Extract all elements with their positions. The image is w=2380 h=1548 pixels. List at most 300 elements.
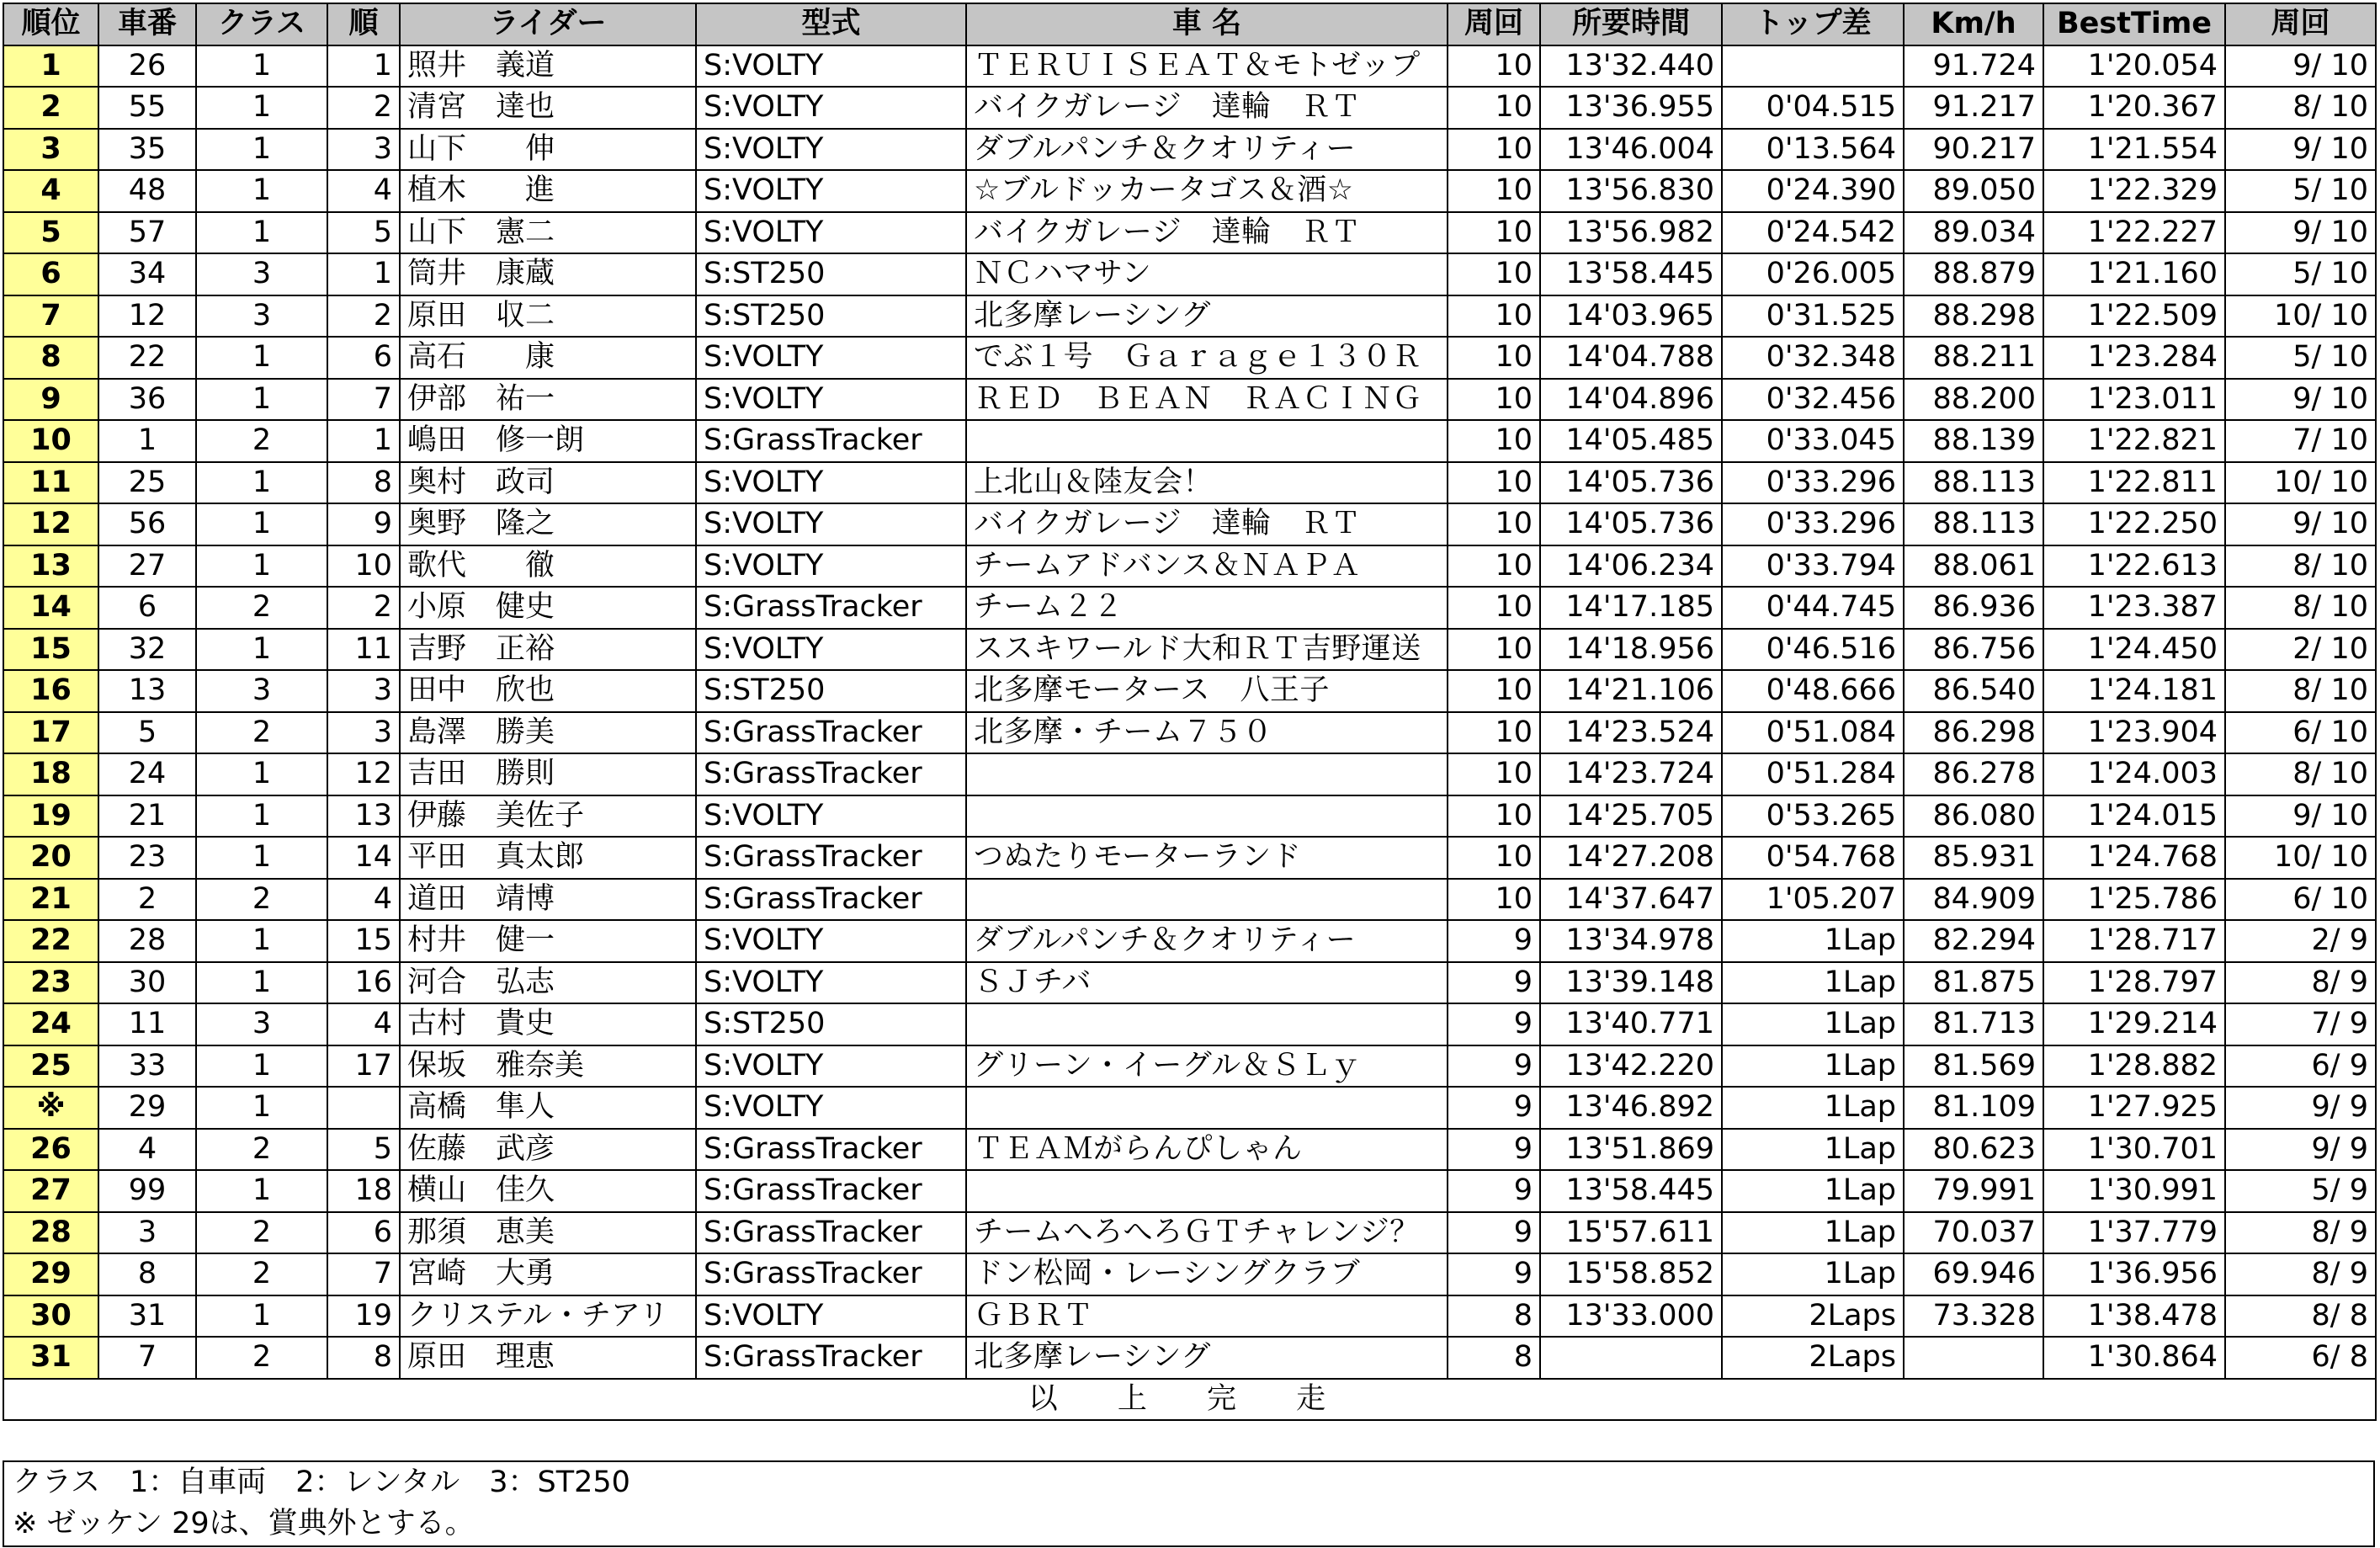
- table-row: [3, 545, 2376, 588]
- cell-total-time: 13'33.000: [1540, 1295, 1722, 1338]
- cell-total-time: 13'39.148: [1540, 962, 1722, 1004]
- cell-total-time: 14'04.788: [1540, 337, 1722, 379]
- cell-speed: 85.931: [1904, 837, 2043, 879]
- cell-laps: 10: [1448, 879, 1540, 921]
- cell-gap: 2Laps: [1722, 1295, 1904, 1338]
- cell-best-lap: 9/ 10: [2225, 503, 2376, 545]
- cell-rider: 横山 佳久: [400, 1170, 696, 1212]
- cell-laps: 10: [1448, 545, 1540, 588]
- cell-class: 2: [196, 420, 327, 462]
- cell-best-lap: 9/ 10: [2225, 379, 2376, 421]
- cell-position: 3: [3, 129, 98, 171]
- results-table: [3, 3, 2377, 1421]
- cell-best-time: 1'24.015: [2043, 795, 2225, 838]
- cell-position: 26: [3, 1129, 98, 1171]
- cell-team-name: 上北山＆陸友会！: [966, 462, 1448, 504]
- cell-laps: 10: [1448, 587, 1540, 629]
- cell-position: 14: [3, 587, 98, 629]
- cell-car-number: 48: [98, 170, 196, 212]
- footnote-box: [3, 1460, 2375, 1547]
- cell-rider: 原田 収二: [400, 295, 696, 338]
- cell-best-lap: 6/ 9: [2225, 1045, 2376, 1088]
- cell-position: 30: [3, 1295, 98, 1338]
- cell-rider: 植木 進: [400, 170, 696, 212]
- table-row: [3, 670, 2376, 712]
- cell-class: 3: [196, 253, 327, 295]
- cell-speed: 90.217: [1904, 129, 2043, 171]
- cell-speed: 88.113: [1904, 503, 2043, 545]
- cell-class: 3: [196, 1003, 327, 1045]
- cell-class-rank: 3: [327, 129, 400, 171]
- cell-model: S:VOLTY: [696, 962, 966, 1004]
- cell-best-lap: 5/ 10: [2225, 253, 2376, 295]
- table-row: [3, 45, 2376, 88]
- cell-best-time: 1'23.904: [2043, 712, 2225, 754]
- cell-car-number: 21: [98, 795, 196, 838]
- cell-class-rank: 2: [327, 87, 400, 129]
- cell-best-time: 1'30.864: [2043, 1337, 2225, 1379]
- cell-gap: 0'32.348: [1722, 337, 1904, 379]
- cell-total-time: 14'27.208: [1540, 837, 1722, 879]
- cell-best-time: 1'28.717: [2043, 920, 2225, 962]
- table-row: [3, 420, 2376, 462]
- cell-car-number: 56: [98, 503, 196, 545]
- cell-rider: 高橋 隼人: [400, 1087, 696, 1129]
- cell-speed: 88.211: [1904, 337, 2043, 379]
- header-model: 型式: [696, 3, 966, 45]
- cell-laps: 10: [1448, 379, 1540, 421]
- cell-speed: 81.109: [1904, 1087, 2043, 1129]
- cell-car-number: 12: [98, 295, 196, 338]
- cell-total-time: 13'34.978: [1540, 920, 1722, 962]
- cell-best-time: 1'37.779: [2043, 1212, 2225, 1254]
- cell-model: S:GrassTracker: [696, 837, 966, 879]
- cell-best-lap: 8/ 10: [2225, 753, 2376, 795]
- cell-laps: 9: [1448, 1212, 1540, 1254]
- cell-rider: 河合 弘志: [400, 962, 696, 1004]
- cell-total-time: 14'23.524: [1540, 712, 1722, 754]
- cell-total-time: 14'04.896: [1540, 379, 1722, 421]
- cell-total-time: 13'46.004: [1540, 129, 1722, 171]
- cell-car-number: 35: [98, 129, 196, 171]
- table-row: [3, 462, 2376, 504]
- cell-position: 7: [3, 295, 98, 338]
- cell-car-number: 3: [98, 1212, 196, 1254]
- table-row: [3, 962, 2376, 1004]
- cell-gap: 0'53.265: [1722, 795, 1904, 838]
- header-row: [3, 3, 2376, 45]
- cell-total-time: 13'46.892: [1540, 1087, 1722, 1129]
- cell-speed: [1904, 1337, 2043, 1379]
- cell-best-time: 1'24.450: [2043, 629, 2225, 671]
- cell-model: S:ST250: [696, 295, 966, 338]
- cell-speed: 81.875: [1904, 962, 2043, 1004]
- cell-gap: 0'24.542: [1722, 212, 1904, 254]
- cell-best-lap: 9/ 9: [2225, 1129, 2376, 1171]
- cell-gap: 0'33.045: [1722, 420, 1904, 462]
- cell-best-time: 1'28.797: [2043, 962, 2225, 1004]
- cell-speed: 88.298: [1904, 295, 2043, 338]
- cell-speed: 91.217: [1904, 87, 2043, 129]
- cell-total-time: 15'57.611: [1540, 1212, 1722, 1254]
- cell-total-time: 14'21.106: [1540, 670, 1722, 712]
- cell-class-rank: 16: [327, 962, 400, 1004]
- cell-class-rank: 8: [327, 1337, 400, 1379]
- cell-rider: 歌代 徹: [400, 545, 696, 588]
- cell-gap: 0'48.666: [1722, 670, 1904, 712]
- cell-gap: 0'33.794: [1722, 545, 1904, 588]
- cell-gap: 1Lap: [1722, 962, 1904, 1004]
- cell-model: S:GrassTracker: [696, 753, 966, 795]
- cell-laps: 9: [1448, 1253, 1540, 1295]
- cell-best-time: 1'23.387: [2043, 587, 2225, 629]
- cell-laps: 10: [1448, 45, 1540, 88]
- cell-speed: 86.540: [1904, 670, 2043, 712]
- cell-laps: 9: [1448, 962, 1540, 1004]
- header-laps: 周回: [1448, 3, 1540, 45]
- cell-team-name: ＴＥＲＵＩＳＥＡＴ＆モトゼップ: [966, 45, 1448, 88]
- cell-model: S:VOLTY: [696, 212, 966, 254]
- header-rider: ライダー: [400, 3, 696, 45]
- cell-position: 8: [3, 337, 98, 379]
- table-row: [3, 753, 2376, 795]
- cell-rider: クリステル・チアリ: [400, 1295, 696, 1338]
- cell-class: 1: [196, 379, 327, 421]
- cell-best-lap: 5/ 10: [2225, 170, 2376, 212]
- cell-team-name: ☆ブルドッカータゴス＆酒☆: [966, 170, 1448, 212]
- cell-class-rank: 6: [327, 337, 400, 379]
- cell-class: 1: [196, 212, 327, 254]
- cell-speed: 69.946: [1904, 1253, 2043, 1295]
- cell-class-rank: [327, 1087, 400, 1129]
- cell-car-number: 34: [98, 253, 196, 295]
- cell-team-name: [966, 879, 1448, 921]
- cell-model: S:VOLTY: [696, 503, 966, 545]
- cell-best-lap: 8/ 10: [2225, 545, 2376, 588]
- cell-position: 12: [3, 503, 98, 545]
- cell-position: 6: [3, 253, 98, 295]
- cell-model: S:VOLTY: [696, 337, 966, 379]
- cell-position: 1: [3, 45, 98, 88]
- cell-best-time: 1'23.011: [2043, 379, 2225, 421]
- header-team-name: 車 名: [966, 3, 1448, 45]
- cell-rider: 吉田 勝則: [400, 753, 696, 795]
- cell-gap: [1722, 45, 1904, 88]
- cell-class-rank: 5: [327, 1129, 400, 1171]
- cell-laps: 10: [1448, 670, 1540, 712]
- cell-total-time: 13'56.830: [1540, 170, 1722, 212]
- table-row: [3, 129, 2376, 171]
- cell-gap: 0'51.084: [1722, 712, 1904, 754]
- cell-class-rank: 2: [327, 295, 400, 338]
- cell-class-rank: 10: [327, 545, 400, 588]
- cell-rider: 田中 欣也: [400, 670, 696, 712]
- header-gap: トップ差: [1722, 3, 1904, 45]
- cell-best-lap: 10/ 10: [2225, 837, 2376, 879]
- cell-car-number: 32: [98, 629, 196, 671]
- cell-class: 2: [196, 1253, 327, 1295]
- cell-position: 23: [3, 962, 98, 1004]
- cell-class: 1: [196, 629, 327, 671]
- cell-rider: 山下 憲二: [400, 212, 696, 254]
- cell-laps: 9: [1448, 1003, 1540, 1045]
- cell-total-time: 13'56.982: [1540, 212, 1722, 254]
- table-row: [3, 1295, 2376, 1338]
- cell-speed: 89.050: [1904, 170, 2043, 212]
- cell-team-name: バイクガレージ 達輪 ＲＴ: [966, 503, 1448, 545]
- cell-class: 1: [196, 962, 327, 1004]
- cell-class-rank: 11: [327, 629, 400, 671]
- cell-gap: 0'54.768: [1722, 837, 1904, 879]
- cell-speed: 86.756: [1904, 629, 2043, 671]
- cell-team-name: ＳＪチバ: [966, 962, 1448, 1004]
- cell-class: 1: [196, 503, 327, 545]
- cell-class-rank: 15: [327, 920, 400, 962]
- cell-laps: 8: [1448, 1295, 1540, 1338]
- cell-position: 4: [3, 170, 98, 212]
- cell-best-time: 1'30.991: [2043, 1170, 2225, 1212]
- header-position: 順位: [3, 3, 98, 45]
- cell-class: 1: [196, 45, 327, 88]
- cell-car-number: 8: [98, 1253, 196, 1295]
- cell-model: S:VOLTY: [696, 129, 966, 171]
- cell-class-rank: 8: [327, 462, 400, 504]
- table-row: [3, 212, 2376, 254]
- cell-laps: 8: [1448, 1337, 1540, 1379]
- cell-speed: 89.034: [1904, 212, 2043, 254]
- cell-position: 31: [3, 1337, 98, 1379]
- cell-class: 2: [196, 712, 327, 754]
- cell-model: S:GrassTracker: [696, 1253, 966, 1295]
- cell-best-time: 1'24.181: [2043, 670, 2225, 712]
- header-best-time: BestTime: [2043, 3, 2225, 45]
- table-row: [3, 879, 2376, 921]
- cell-laps: 10: [1448, 837, 1540, 879]
- cell-speed: 88.061: [1904, 545, 2043, 588]
- cell-laps: 9: [1448, 1087, 1540, 1129]
- cell-total-time: 13'40.771: [1540, 1003, 1722, 1045]
- cell-gap: 0'13.564: [1722, 129, 1904, 171]
- cell-best-lap: 9/ 10: [2225, 212, 2376, 254]
- cell-car-number: 1: [98, 420, 196, 462]
- exclusion-note: ※ ゼッケン 29は、賞典外とする。: [13, 1507, 475, 1540]
- cell-total-time: 15'58.852: [1540, 1253, 1722, 1295]
- cell-speed: 88.200: [1904, 379, 2043, 421]
- cell-best-lap: 6/ 10: [2225, 712, 2376, 754]
- cell-best-lap: 7/ 9: [2225, 1003, 2376, 1045]
- cell-class-rank: 4: [327, 1003, 400, 1045]
- cell-position: 15: [3, 629, 98, 671]
- cell-best-time: 1'22.227: [2043, 212, 2225, 254]
- cell-speed: 81.713: [1904, 1003, 2043, 1045]
- cell-class: 1: [196, 462, 327, 504]
- cell-car-number: 24: [98, 753, 196, 795]
- cell-rider: 奥村 政司: [400, 462, 696, 504]
- cell-best-lap: 8/ 8: [2225, 1295, 2376, 1338]
- table-row: [3, 1087, 2376, 1129]
- cell-speed: 86.080: [1904, 795, 2043, 838]
- cell-laps: 10: [1448, 503, 1540, 545]
- table-row: [3, 712, 2376, 754]
- cell-best-time: 1'27.925: [2043, 1087, 2225, 1129]
- cell-total-time: 14'05.736: [1540, 503, 1722, 545]
- cell-class-rank: 1: [327, 253, 400, 295]
- cell-model: S:VOLTY: [696, 1045, 966, 1088]
- cell-class-rank: 1: [327, 45, 400, 88]
- cell-gap: 1Lap: [1722, 920, 1904, 962]
- cell-rider: 小原 健史: [400, 587, 696, 629]
- cell-rider: 奥野 隆之: [400, 503, 696, 545]
- cell-gap: 0'51.284: [1722, 753, 1904, 795]
- cell-best-time: 1'28.882: [2043, 1045, 2225, 1088]
- cell-class-rank: 4: [327, 879, 400, 921]
- cell-class-rank: 14: [327, 837, 400, 879]
- cell-laps: 9: [1448, 1170, 1540, 1212]
- cell-car-number: 22: [98, 337, 196, 379]
- cell-team-name: [966, 1087, 1448, 1129]
- cell-team-name: バイクガレージ 達輪 ＲＴ: [966, 212, 1448, 254]
- cell-team-name: グリーン・イーグル＆ＳＬｙ: [966, 1045, 1448, 1088]
- cell-position: 20: [3, 837, 98, 879]
- cell-laps: 9: [1448, 1129, 1540, 1171]
- cell-laps: 10: [1448, 712, 1540, 754]
- cell-model: S:VOLTY: [696, 87, 966, 129]
- cell-gap: 1Lap: [1722, 1253, 1904, 1295]
- cell-total-time: [1540, 1337, 1722, 1379]
- cell-rider: 古村 貴史: [400, 1003, 696, 1045]
- cell-gap: 1Lap: [1722, 1129, 1904, 1171]
- cell-best-time: 1'38.478: [2043, 1295, 2225, 1338]
- cell-total-time: 14'18.956: [1540, 629, 1722, 671]
- cell-model: S:GrassTracker: [696, 420, 966, 462]
- cell-speed: 88.879: [1904, 253, 2043, 295]
- cell-position: 2: [3, 87, 98, 129]
- cell-total-time: 14'23.724: [1540, 753, 1722, 795]
- cell-best-lap: 6/ 8: [2225, 1337, 2376, 1379]
- cell-class-rank: 12: [327, 753, 400, 795]
- cell-model: S:VOLTY: [696, 545, 966, 588]
- cell-best-lap: 10/ 10: [2225, 462, 2376, 504]
- table-row: [3, 1212, 2376, 1254]
- cell-laps: 10: [1448, 129, 1540, 171]
- header-car-number: 車番: [98, 3, 196, 45]
- cell-position: 16: [3, 670, 98, 712]
- cell-best-time: 1'24.768: [2043, 837, 2225, 879]
- table-row: [3, 1003, 2376, 1045]
- cell-speed: 73.328: [1904, 1295, 2043, 1338]
- header-class: クラス: [196, 3, 327, 45]
- cell-rider: 宮崎 大勇: [400, 1253, 696, 1295]
- cell-best-time: 1'30.701: [2043, 1129, 2225, 1171]
- cell-laps: 10: [1448, 295, 1540, 338]
- cell-car-number: 11: [98, 1003, 196, 1045]
- cell-class: 1: [196, 129, 327, 171]
- cell-gap: 0'24.390: [1722, 170, 1904, 212]
- cell-model: S:VOLTY: [696, 920, 966, 962]
- header-speed: Km/h: [1904, 3, 2043, 45]
- cell-best-time: 1'21.160: [2043, 253, 2225, 295]
- cell-team-name: ＧＢＲＴ: [966, 1295, 1448, 1338]
- cell-car-number: 55: [98, 87, 196, 129]
- cell-best-time: 1'22.821: [2043, 420, 2225, 462]
- cell-rider: 清宮 達也: [400, 87, 696, 129]
- cell-best-lap: 10/ 10: [2225, 295, 2376, 338]
- cell-rider: 伊部 祐一: [400, 379, 696, 421]
- cell-rider: 佐藤 武彦: [400, 1129, 696, 1171]
- cell-best-lap: 9/ 10: [2225, 129, 2376, 171]
- cell-rider: 那須 恵美: [400, 1212, 696, 1254]
- finish-text: 以 上 完 走: [3, 1379, 2376, 1421]
- cell-gap: 0'44.745: [1722, 587, 1904, 629]
- cell-best-time: 1'20.054: [2043, 45, 2225, 88]
- cell-car-number: 33: [98, 1045, 196, 1088]
- header-class-rank: 順: [327, 3, 400, 45]
- cell-class: 1: [196, 87, 327, 129]
- table-row: [3, 170, 2376, 212]
- cell-best-time: 1'25.786: [2043, 879, 2225, 921]
- cell-best-lap: 8/ 9: [2225, 1212, 2376, 1254]
- cell-car-number: 99: [98, 1170, 196, 1212]
- cell-team-name: チームへろへろＧＴチャレンジ？: [966, 1212, 1448, 1254]
- cell-class-rank: 3: [327, 670, 400, 712]
- table-row: [3, 629, 2376, 671]
- cell-car-number: 4: [98, 1129, 196, 1171]
- cell-position: 21: [3, 879, 98, 921]
- cell-car-number: 2: [98, 879, 196, 921]
- cell-class: 1: [196, 545, 327, 588]
- cell-rider: 原田 理恵: [400, 1337, 696, 1379]
- cell-class-rank: 7: [327, 379, 400, 421]
- cell-position: 11: [3, 462, 98, 504]
- cell-class: 2: [196, 879, 327, 921]
- cell-position: 17: [3, 712, 98, 754]
- cell-rider: 島澤 勝美: [400, 712, 696, 754]
- cell-class: 2: [196, 1337, 327, 1379]
- cell-best-lap: 9/ 9: [2225, 1087, 2376, 1129]
- cell-class-rank: 7: [327, 1253, 400, 1295]
- cell-best-lap: 2/ 9: [2225, 920, 2376, 962]
- cell-position: 10: [3, 420, 98, 462]
- cell-car-number: 30: [98, 962, 196, 1004]
- cell-class-rank: 6: [327, 1212, 400, 1254]
- cell-class: 1: [196, 170, 327, 212]
- cell-model: S:VOLTY: [696, 170, 966, 212]
- cell-rider: 村井 健一: [400, 920, 696, 962]
- cell-car-number: 57: [98, 212, 196, 254]
- cell-class-rank: 13: [327, 795, 400, 838]
- cell-model: S:GrassTracker: [696, 879, 966, 921]
- cell-best-lap: 2/ 10: [2225, 629, 2376, 671]
- cell-team-name: [966, 420, 1448, 462]
- cell-model: S:VOLTY: [696, 629, 966, 671]
- cell-class: 1: [196, 1170, 327, 1212]
- cell-total-time: 14'25.705: [1540, 795, 1722, 838]
- cell-rider: 保坂 雅奈美: [400, 1045, 696, 1088]
- table-row: [3, 1045, 2376, 1088]
- cell-team-name: [966, 1170, 1448, 1212]
- cell-laps: 10: [1448, 629, 1540, 671]
- cell-speed: 84.909: [1904, 879, 2043, 921]
- cell-laps: 10: [1448, 795, 1540, 838]
- cell-speed: 86.298: [1904, 712, 2043, 754]
- cell-position: 27: [3, 1170, 98, 1212]
- cell-total-time: 13'32.440: [1540, 45, 1722, 88]
- cell-model: S:VOLTY: [696, 379, 966, 421]
- cell-gap: 1Lap: [1722, 1045, 1904, 1088]
- cell-class: 1: [196, 1045, 327, 1088]
- cell-class-rank: 3: [327, 712, 400, 754]
- cell-position: 19: [3, 795, 98, 838]
